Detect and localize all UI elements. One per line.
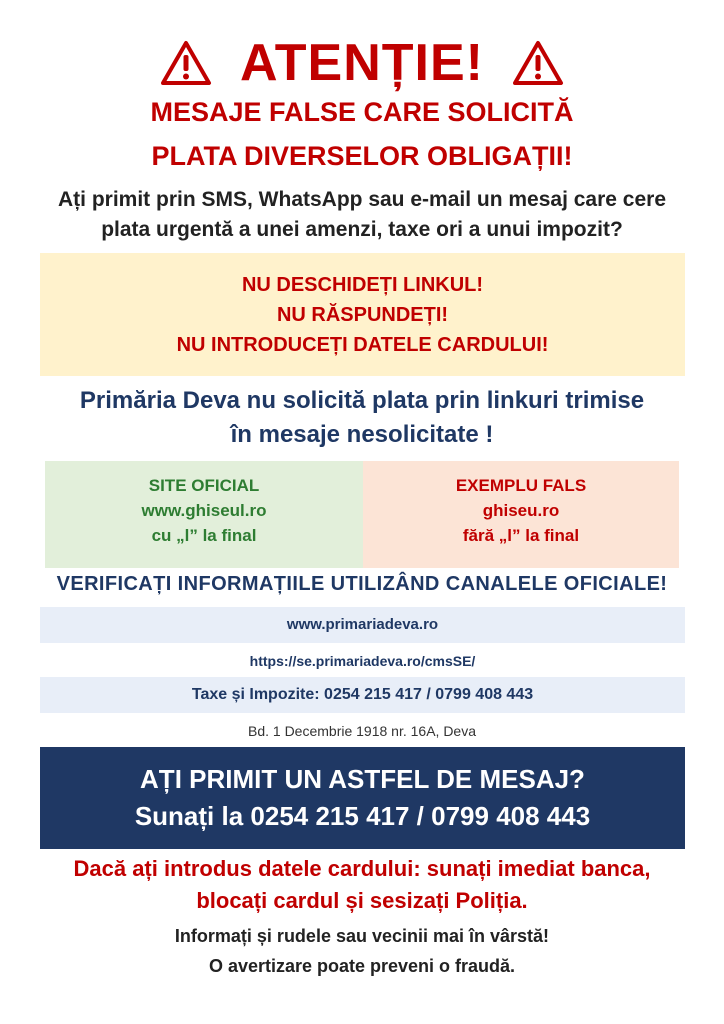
official-site-label: SITE OFICIAL xyxy=(148,476,260,495)
intro-line-2: plata urgentă a unei amenzi, taxe ori a unui impozit? xyxy=(101,218,623,241)
verify-heading: VERIFICAȚI INFORMAȚIILE UTILIZÂND CANALELE OFICIALE! xyxy=(56,573,668,595)
official-site-url: www.ghiseul.ro xyxy=(141,501,267,520)
fake-site-note: fără „l” la final xyxy=(462,526,580,545)
warning-box xyxy=(40,253,685,376)
primaria-line-1: Primăria Deva nu solicită plata prin linkuri trimise xyxy=(79,387,645,414)
card-advice-line-2: blocați cardul și sesizați Poliția. xyxy=(196,888,528,913)
card-advice-line-1: Dacă ați introdus datele cardului: sunați imediat banca, xyxy=(73,856,651,881)
fake-site-box xyxy=(363,461,679,568)
address: Bd. 1 Decembrie 1918 nr. 16A, Deva xyxy=(247,723,477,739)
page-title: ATENȚIE! xyxy=(240,34,484,92)
inform-text xyxy=(0,921,724,981)
fake-site-url: ghiseu.ro xyxy=(482,501,560,520)
subtitle-line-2: PLATA DIVERSELOR OBLIGAȚII! xyxy=(151,141,573,171)
title-row xyxy=(0,28,724,98)
call-box xyxy=(40,747,685,849)
intro-line-1: Ați primit prin SMS, WhatsApp sau e-mail un mesaj care cere xyxy=(58,188,666,211)
website-row: www.primariadeva.ro xyxy=(40,607,685,643)
official-site-note: cu „l” la final xyxy=(151,526,257,545)
subtitle-line-1: MESAJE FALSE CARE SOLICITĂ xyxy=(150,97,574,127)
card-advice xyxy=(0,853,724,917)
primaria-notice xyxy=(0,384,724,452)
phones-row: Taxe și Impozite: 0254 215 417 / 0799 408 443 xyxy=(40,677,685,713)
warning-line-2: NU RĂSPUNDEȚI! xyxy=(276,304,449,326)
warning-line-1: NU DESCHIDEȚI LINKUL! xyxy=(241,274,484,296)
call-box-line-1: AȚI PRIMIT UN ASTFEL DE MESAJ? xyxy=(140,764,585,794)
portal-row: https://se.primariadeva.ro/cmsSE/ xyxy=(249,653,476,669)
inform-line-1: Informați și rudele sau vecinii mai în vârstă! xyxy=(174,926,550,946)
intro-text xyxy=(0,185,724,245)
warning-line-3: NU INTRODUCEȚI DATELE CARDULUI! xyxy=(176,334,549,356)
primaria-line-2: în mesaje nesolicitate ! xyxy=(230,421,494,448)
warning-triangle-icon xyxy=(160,39,212,87)
inform-line-2: O avertizare poate preveni o fraudă. xyxy=(208,956,516,976)
warning-triangle-icon xyxy=(512,39,564,87)
official-site-box xyxy=(45,461,363,568)
fake-site-label: EXEMPLU FALS xyxy=(455,476,587,495)
call-box-line-2: Sunați la 0254 215 417 / 0799 408 443 xyxy=(134,801,591,831)
